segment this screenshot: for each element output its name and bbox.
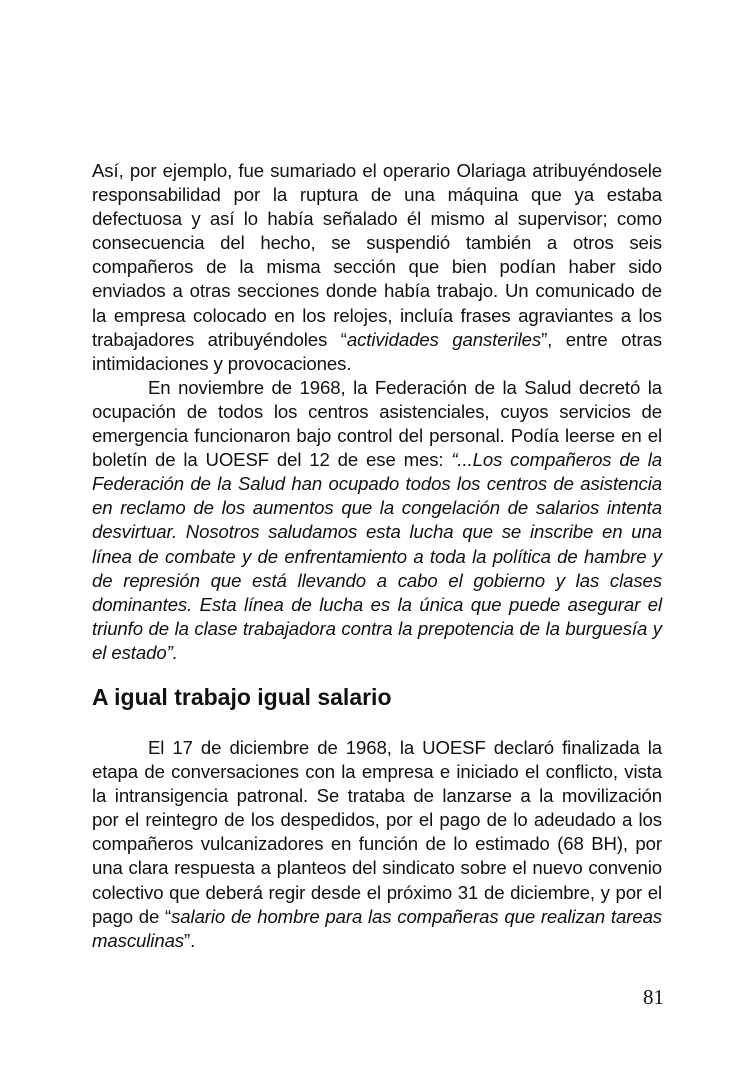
paragraph-conflicto-end: ”. (184, 929, 196, 951)
text-block-bottom (92, 736, 662, 953)
paragraph-conflicto-text: El 17 de diciembre de 1968, la UOESF declaró finalizada la etapa de conversaciones con la empresa e iniciado el conflicto, vista la intransigencia patronal. Se trataba de lanzarse a la movilización por el reintegro de los despedidos, por el pago de lo adeudado a los compañeros vulcanizadores en función de lo estimado (68 BH), por una clara respuesta a planteos del sindicato sobre el nuevo convenio colectivo que deberá regir desde el próximo 31 de diciembre, y por el pago de “ (92, 737, 662, 927)
quote-salario-de-hombre: salario de hombre para las compañeras que realizan tareas masculinas (92, 905, 663, 951)
paragraph-olariaga (92, 159, 662, 376)
text-block-top (92, 159, 662, 665)
paragraph-conflicto (92, 736, 662, 953)
paragraph-olariaga-text: Así, por ejemplo, fue sumariado el operario Olariaga atribuyéndosele responsabilidad por la ruptura de una máquina que ya estaba defectuosa y así lo había señalado él mismo al supervisor; como consecuencia del hecho, se suspendió también a otros seis compañeros de la misma sección que bien podían haber sido enviados a otras secciones donde había trabajo. Un comunicado de la empresa colocado en los relojes, incluía frases agraviantes a los trabajadores atribuyéndoles “ (92, 160, 662, 350)
paragraph-olariaga-end: ”, entre otras intimidaciones y provocaciones. (92, 328, 662, 374)
paragraph-federacion-salud-text: En noviembre de 1968, la Federación de la Salud decretó la ocupación de todos los centros asistenciales, cuyos servicios de emergencia funcionaron bajo control del personal. Podía leerse en el boletín de la UOESF del 12 de ese mes: (92, 376, 662, 471)
quote-actividades-gansteriles: actividades gansteriles (346, 328, 542, 350)
quote-boletin-uoesf: “...Los compañeros de la Federación de la Salud han ocupado todos los centros de asistencia en reclamo de los aumentos que la congelación de salarios intenta desvirtuar. Nosotros saludamos esta lucha que se inscribe en una línea de combate y de enfrentamiento a toda la política de hambre y de represión que está llevando a cabo el gobierno y las clases dominantes. Esta línea de lucha es la única que puede asegurar el triunfo de la clase trabajadora contra la prepotencia de la burguesía y el estado”. (92, 449, 663, 663)
page-number: 81 (643, 985, 664, 1009)
paragraph-federacion-salud (92, 376, 662, 665)
section-heading: A igual trabajo igual salario (92, 684, 392, 710)
